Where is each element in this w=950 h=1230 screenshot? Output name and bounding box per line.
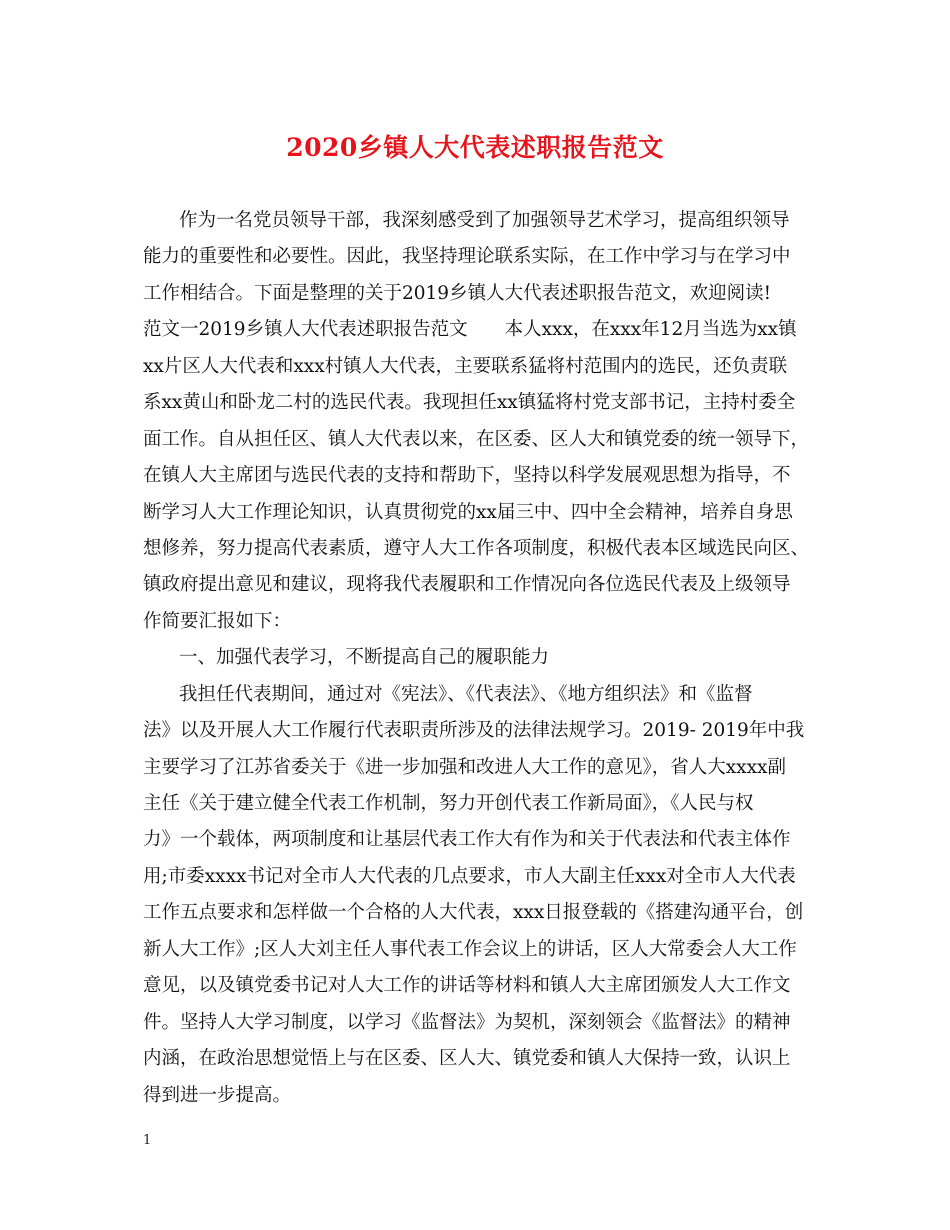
document-title: 2020乡镇人大代表述职报告范文 bbox=[286, 133, 664, 162]
text-line: 镇政府提出意见和建议，现将我代表履职和工作情况向各位选民代表及上级领导 bbox=[143, 574, 791, 596]
text-line: 力》一个载体，两项制度和让基层代表工作大有作为和关于代表法和代表主体作 bbox=[143, 829, 791, 851]
text-line: 内涵，在政治思想觉悟上与在区委、区人大、镇党委和镇人大保持一致，认识上 bbox=[143, 1048, 791, 1070]
text-line: 在镇人大主席团与选民代表的支持和帮助下，坚持以科学发展观思想为指导，不 bbox=[143, 465, 791, 487]
page-number: 1 bbox=[143, 1133, 152, 1148]
text-line: 件。坚持人大学习制度，以学习《监督法》为契机，深刻领会《监督法》的精神 bbox=[143, 1011, 791, 1033]
text-line: 法》以及开展人大工作履行代表职责所涉及的法律法规学习。2019- 2019年中我 bbox=[143, 720, 805, 742]
text-line: 一、加强代表学习，不断提高自己的履职能力 bbox=[179, 647, 550, 669]
text-line: 得到进一步提高。 bbox=[143, 1084, 292, 1106]
text-line: 想修养，努力提高代表素质，遵守人大工作各项制度，积极代表本区域选民向区、 bbox=[143, 537, 810, 559]
text-line: xx片区人大代表和xxx村镇人大代表，主要联系猛将村范围内的选民，还负责联 bbox=[143, 355, 788, 377]
text-line: 作简要汇报如下： bbox=[143, 610, 292, 632]
text-line: 主要学习了江苏省委关于《进一步加强和改进人大工作的意见》，省人大xxxx副 bbox=[143, 756, 786, 778]
text-line: 工作五点要求和怎样做一个合格的人大代表，xxx日报登载的《搭建沟通平台，创 bbox=[143, 902, 804, 924]
text-line: 意见，以及镇党委书记对人大工作的讲话等材料和镇人大主席团颁发人大工作文 bbox=[143, 975, 791, 997]
text-line: 新人大工作》;区人大刘主任人事代表工作会议上的讲话，区人大常委会人大工作 bbox=[143, 938, 797, 960]
text-line: 我担任代表期间，通过对《宪法》、《代表法》、《地方组织法》和《监督 bbox=[179, 683, 753, 705]
text-line: 作为一名党员领导干部，我深刻感受到了加强领导艺术学习，提高组织领导 bbox=[179, 210, 790, 231]
text-line: 主任《关于建立健全代表工作机制，努力开创代表工作新局面》，《人民与权 bbox=[143, 793, 754, 814]
document-body bbox=[143, 203, 813, 1114]
text-line: 范文一2019乡镇人大代表述职报告范文 本人xxx，在xxx年12月当选为xx镇 bbox=[143, 319, 797, 341]
text-line: 工作相结合。下面是整理的关于2019乡镇人大代表述职报告范文，欢迎阅读! bbox=[143, 282, 772, 304]
text-line: 用;市委xxxx书记对全市人大代表的几点要求，市人大副主任xxx对全市人大代表 bbox=[143, 865, 796, 887]
text-line: 能力的重要性和必要性。因此，我坚持理论联系实际，在工作中学习与在学习中 bbox=[143, 246, 791, 268]
text-line: 断学习人大工作理论知识，认真贯彻党的xx届三中、四中全会精神，培养自身思 bbox=[143, 501, 793, 523]
text-line: 系xx黄山和卧龙二村的选民代表。我现担任xx镇猛将村党支部书记，主持村委全 bbox=[143, 392, 796, 414]
text-line: 面工作。自从担任区、镇人大代表以来，在区委、区人大和镇党委的统一领导下， bbox=[143, 428, 810, 450]
